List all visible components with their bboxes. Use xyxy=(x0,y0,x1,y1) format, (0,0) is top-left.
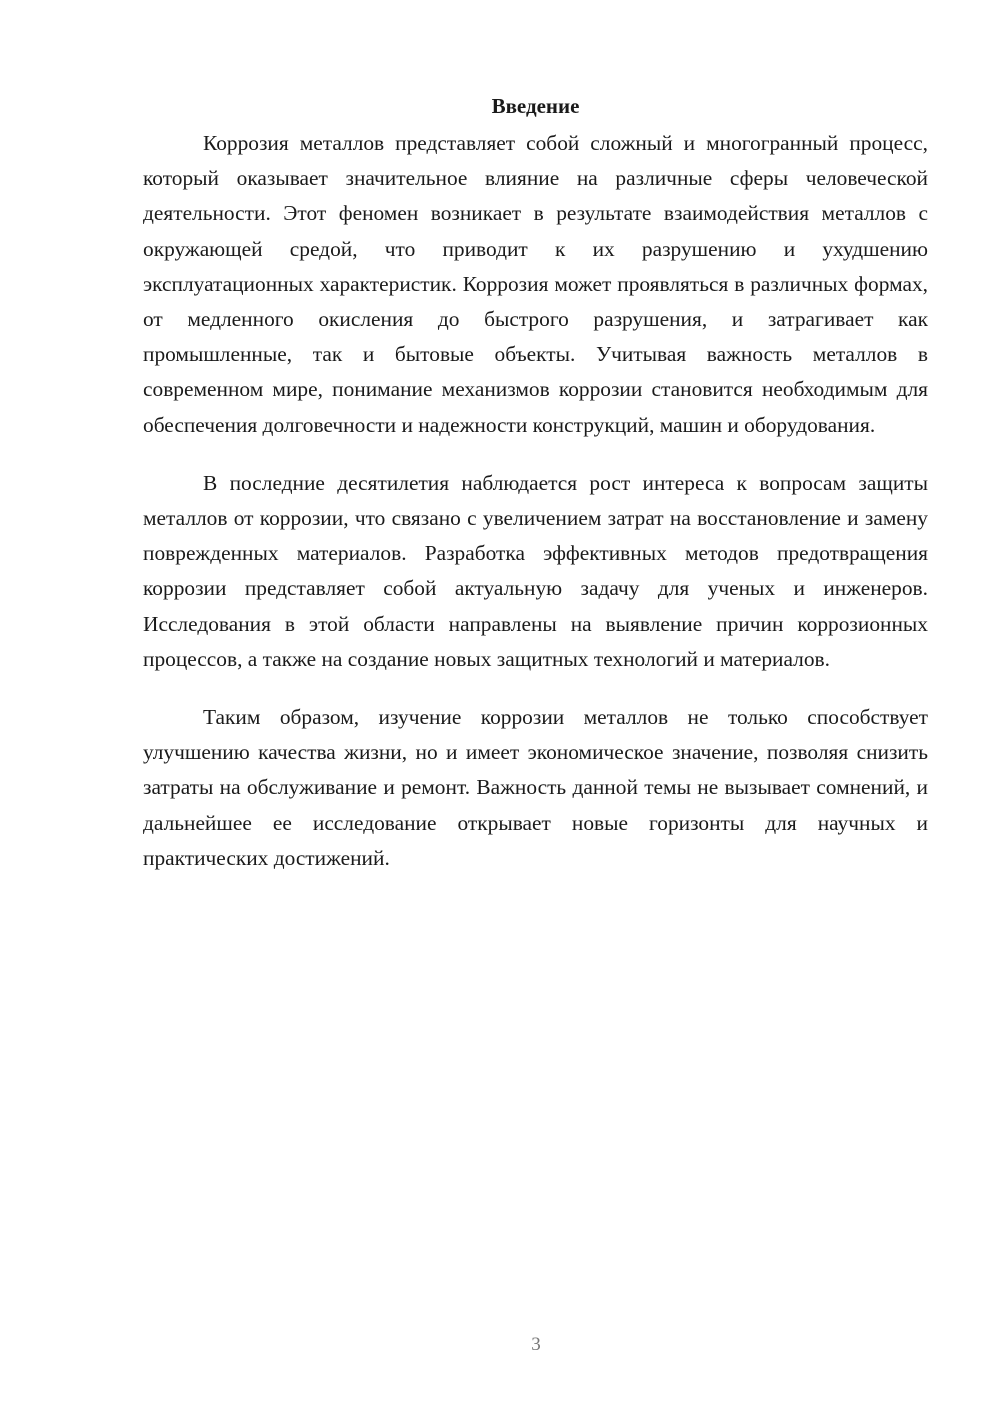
paragraph-2: В последние десятилетия наблюдается рост интереса к вопросам защиты металлов от коррозии, что связано с увеличением затрат на восстановление и замену поврежденных материалов. Разработка эффективных методов предотвращения коррозии представляет собой актуальную задачу для ученых и инженеров. Исследования в этой области направлены на выявление причин коррозионных процессов, а также на создание новых защитных технологий и материалов. xyxy=(143,470,928,671)
paragraph-3: Таким образом, изучение коррозии металлов не только способствует улучшению качества жизни, но и имеет экономическое значение, позволяя снизить затраты на обслуживание и ремонт. Важность данной темы не вызывает сомнений, и дальнейшее ее исследование открывает новые горизонты для научных и практических достижений. xyxy=(143,705,928,870)
section-heading: Введение xyxy=(491,94,580,118)
page-content xyxy=(143,92,928,899)
paragraph-1: Коррозия металлов представляет собой сложный и многогранный процесс, который оказывает значительное влияние на различные сферы человеческой деятельности. Этот феномен возникает в результате взаимодействия металлов с окружающей средой, что приводит к их разрушению и ухудшению эксплуатационных характеристик. Коррозия может проявляться в различных формах, от медленного окисления до быстрого разрушения, и затрагивает как промышленные, так и бытовые объекты. Учитывая важность металлов в современном мире, понимание механизмов коррозии становится необходимым для обеспечения долговечности и надежности конструкций, машин и оборудования. xyxy=(143,131,928,437)
page-number: 3 xyxy=(531,1334,541,1355)
